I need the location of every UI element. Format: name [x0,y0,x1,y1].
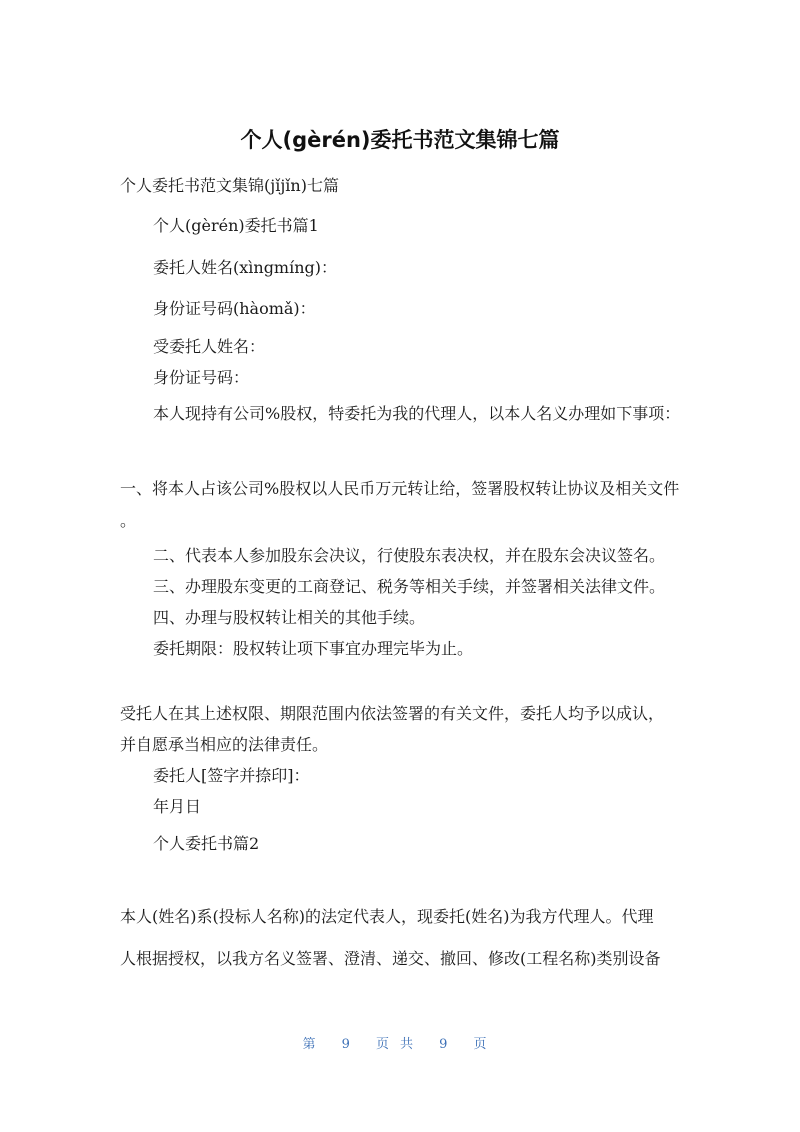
document-title: 个人(gèrén)委托书范文集锦七篇 [240,128,560,152]
section-heading-1: 个人(gèrén)委托书篇1 [153,216,319,235]
text-line: 二、代表本人参加股东会决议，行使股东表决权，并在股东会决议签名。 [153,546,666,565]
page-footer: 第 9 页共 9 页 [302,1037,498,1052]
text-line: 委托人[签字并捺印]： [153,766,310,785]
text-line: 委托期限：股权转让项下事宜办理完毕为止。 [153,639,474,658]
text-line: 。 [120,511,137,530]
text-line: 受委托人姓名： [153,337,266,356]
text-line: 一、将本人占该公司%股权以人民币万元转让给，签署股权转让协议及相关文件 [120,479,680,498]
text-line: 人根据授权，以我方名义签署、澄清、递交、撤回、修改(工程名称)类别设备 [120,949,661,968]
text-line: 三、办理股东变更的工商登记、税务等相关手续，并签署相关法律文件。 [153,577,666,596]
text-line: 本人(姓名)系(投标人名称)的法定代表人，现委托(姓名)为我方代理人。代理 [120,907,654,926]
text-line: 委托人姓名(xìngmíng)： [153,258,338,277]
text-line: 并自愿承当相应的法律责任。 [120,735,329,754]
text-line: 身份证号码： [153,368,250,387]
text-line: 个人委托书范文集锦(jǐjǐn)七篇 [120,176,339,195]
text-line: 本人现持有公司%股权，特委托为我的代理人，以本人名义办理如下事项： [153,404,681,423]
text-line: 年月日 [153,797,202,816]
section-heading-2: 个人委托书篇2 [153,834,260,853]
text-line: 身份证号码(hàomǎ)： [153,299,316,318]
text-line: 受托人在其上述权限、期限范围内依法签署的有关文件，委托人均予以成认， [120,704,665,723]
text-line: 四、办理与股权转让相关的其他手续。 [153,608,426,627]
